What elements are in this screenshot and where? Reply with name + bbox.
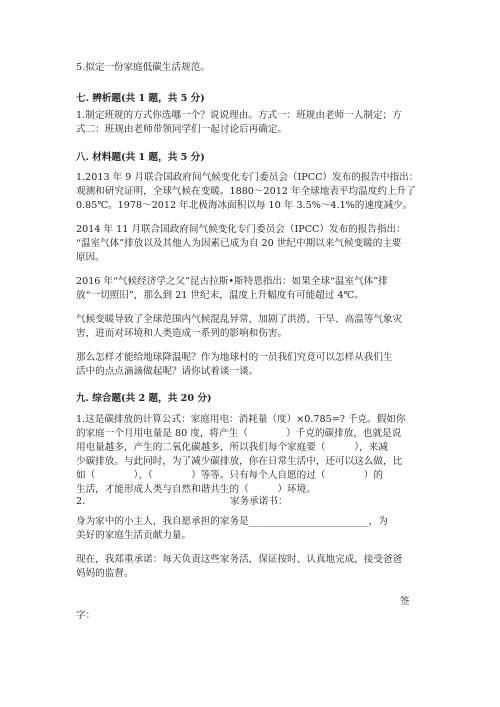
question-item-2-number: 2. (76, 496, 86, 507)
section-8-line-5: “温室气体”排放以及其他人为因素已成为自 20 世纪中期以来气候变暖的主要 (76, 238, 402, 249)
section-8-line-12: 活中的点点滴滴做起呢？请你试着谈一谈。 (76, 366, 259, 377)
pledge-line-3: 现在，我郑重承诺：每天负责这些家务活，保证按时、认真地完成，接受爸爸 (76, 554, 403, 565)
section-8-line-9: 气候变暖导致了全球范围内气候混乱异常，加剧了洪涝、干旱、高温等气象灾 (76, 314, 403, 325)
section-8-line-10: 害，进而对环境和人类造成一系列的影响和伤害。 (76, 328, 288, 339)
section-9-line-6: 生活，才能形成人类与自然和谐共生的（ ）环境。 (76, 484, 316, 495)
section-8-line-11: 那么怎样才能给地球降温呢？作为地球村的一员我们究竟可以怎样从我们生 (76, 352, 393, 363)
pledge-line-1: 身为家中的小主人，我自愿承担的家务是_________________________，为 (76, 516, 388, 527)
section-8-line-8: 放“一切照旧”，那么到 21 世纪末，温度上升幅度有可能超过 4℃。 (76, 290, 364, 301)
section-9-heading: 九. 综合题(共 2 题，共 20 分) (76, 393, 212, 404)
section-8-line-6: 原因。 (76, 252, 105, 263)
section-8-line-3: 0.85℃。1978～2012 年北极海冰面积以每 10 年 3.5%～4.1%的速度减少。 (76, 200, 413, 211)
section-7-line-1: 1.制定班规的方式你选哪一个？说说理由。方式一：班规由老师一人制定；方 (76, 110, 402, 121)
pledge-line-4: 妈妈的监督。 (76, 568, 134, 579)
section-8-heading: 八. 材料题(共 1 题，共 5 分) (76, 152, 205, 163)
section-8-line-4: 2014 年 11 月联合国政府间气候变化专门委员会（IPCC）发布的报告指出： (76, 224, 406, 235)
section-8-line-2: 观测和研究证明，全球气候在变暖。1880～2012 年全球地表平均温度约上升了 (76, 186, 416, 197)
section-9-line-2: 的家庭一个月用电量是 80 度，将产生（ ）千克的碳排放，也就是说 (76, 428, 402, 439)
section-8-line-1: 1.2013 年 9 月联合国政府间气候变化专门委员会（IPCC）发布的报告中指出： (76, 172, 419, 183)
section-9-line-5: 如（ ）、（ ）等等。只有每个人自愿的过（ ）的 (76, 470, 383, 481)
section-9-line-1: 1.这是碳排放的计算公式：家庭用电：消耗量（度）×0.785=? 千克。假如你 (76, 414, 406, 425)
section-9-line-3: 用电量越多，产生的二氧化碳越多，所以我们每个家庭要（ ），来减 (76, 442, 388, 453)
pledge-title: 家务承诺书： (230, 496, 288, 507)
section-7-heading: 七. 辨析题(共 1 题，共 5 分) (76, 93, 205, 104)
pledge-line-2: 美好的家庭生活贡献力量。 (76, 530, 192, 541)
question-item-5: 5.拟定一份家庭低碳生活规范。 (76, 62, 210, 73)
signature-label-part-2: 字： (76, 610, 96, 621)
section-7-line-2: 式二：班规由老师带领同学们一起讨论后再确定。 (76, 124, 288, 135)
section-9-line-4: 少碳排放。与此同时，为了减少碳排放，你在日常生活中，还可以这么做，比 (76, 456, 403, 467)
signature-label-part-1: 签 (400, 596, 410, 607)
section-8-line-7: 2016 年“气候经济学之父”昆古拉斯•斯特恩指出：如果全球“温室气体”排 (76, 276, 388, 287)
